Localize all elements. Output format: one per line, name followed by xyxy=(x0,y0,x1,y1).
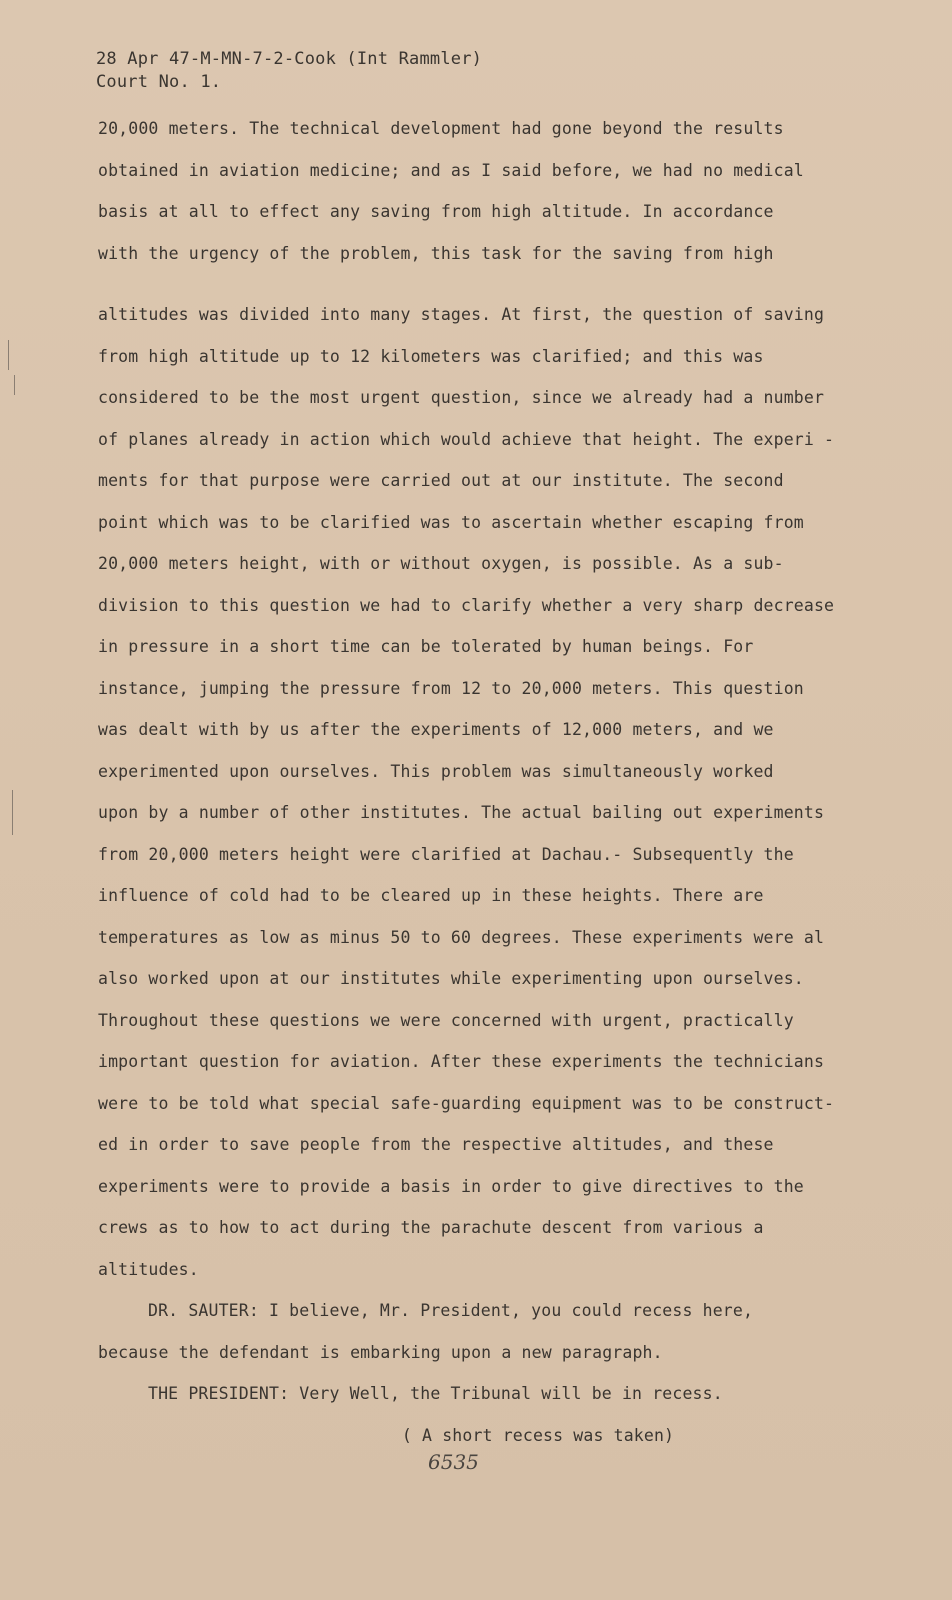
page-number: 6535 xyxy=(428,1450,479,1474)
header-date-line: 28 Apr 47-M-MN-7-2-Cook (Int Rammler) xyxy=(96,49,483,69)
text-line: instance, jumping the pressure from 12 to 20,000 meters. This question xyxy=(98,678,804,698)
text-line: important question for aviation. After these experiments the technicians xyxy=(98,1052,825,1071)
text-line: in pressure in a short time can be tolerated by human beings. For xyxy=(98,637,754,656)
recess-note: ( A short recess was taken) xyxy=(401,1425,675,1445)
text-line: experiments were to provide a basis in order to give directives to the xyxy=(98,1176,804,1196)
text-line: influence of cold had to be cleared up in these heights. There are xyxy=(98,886,764,905)
text-line: was dealt with by us after the experiments of 12,000 meters, and we xyxy=(98,720,774,739)
speaker-sauter-line: DR. SAUTER: I believe, Mr. President, you could recess here, xyxy=(148,1301,754,1320)
text-line: altitudes was divided into many stages. At first, the question of saving xyxy=(98,305,825,324)
speaker-president-line: THE PRESIDENT: Very Well, the Tribunal will be in recess. xyxy=(148,1384,723,1403)
text-line: with the urgency of the problem, this task for the saving from high xyxy=(98,243,774,263)
margin-mark xyxy=(12,790,13,835)
text-line: altitudes. xyxy=(98,1259,199,1279)
text-line: experimented upon ourselves. This problem was simultaneously worked xyxy=(98,761,774,781)
text-line: obtained in aviation medicine; and as I said before, we had no medical xyxy=(98,160,804,180)
text-line: 20,000 meters. The technical development had gone beyond the results xyxy=(98,119,784,138)
transcript-header xyxy=(96,48,482,94)
text-line: from high altitude up to 12 kilometers was clarified; and this was xyxy=(98,346,764,366)
text-line: were to be told what special safe-guarding equipment was to be construct- xyxy=(98,1093,835,1113)
text-line: ments for that purpose were carried out at our institute. The second xyxy=(98,471,784,490)
text-line: crews as to how to act during the parachute descent from various a xyxy=(98,1218,764,1237)
text-line: Throughout these questions we were concerned with urgent, practically xyxy=(98,1010,794,1030)
text-line: point which was to be clarified was to ascertain whether escaping from xyxy=(98,512,804,532)
text-line: ed in order to save people from the respective altitudes, and these xyxy=(98,1135,774,1154)
transcript-body xyxy=(98,108,858,1456)
text-line: division to this question we had to clarify whether a very sharp decrease xyxy=(98,595,835,615)
text-line: basis at all to effect any saving from high altitude. In accordance xyxy=(98,202,774,221)
text-line: considered to be the most urgent question, since we already had a number xyxy=(98,388,825,407)
text-line: also worked upon at our institutes while experimenting upon ourselves. xyxy=(98,969,804,988)
text-line: of planes already in action which would achieve that height. The experi - xyxy=(98,429,835,449)
text-line: from 20,000 meters height were clarified at Dachau.- Subsequently the xyxy=(98,844,794,864)
margin-mark xyxy=(8,340,9,370)
text-line: temperatures as low as minus 50 to 60 degrees. These experiments were al xyxy=(98,927,825,947)
header-court-line: Court No. 1. xyxy=(96,72,222,92)
paragraph-block-2 xyxy=(98,294,858,1290)
text-line: because the defendant is embarking upon a new paragraph. xyxy=(98,1342,663,1362)
text-line: upon by a number of other institutes. The actual bailing out experiments xyxy=(98,803,825,822)
paragraph-block-1 xyxy=(98,108,858,274)
text-line: 20,000 meters height, with or without oxygen, is possible. As a sub- xyxy=(98,554,784,573)
margin-mark xyxy=(14,375,15,395)
